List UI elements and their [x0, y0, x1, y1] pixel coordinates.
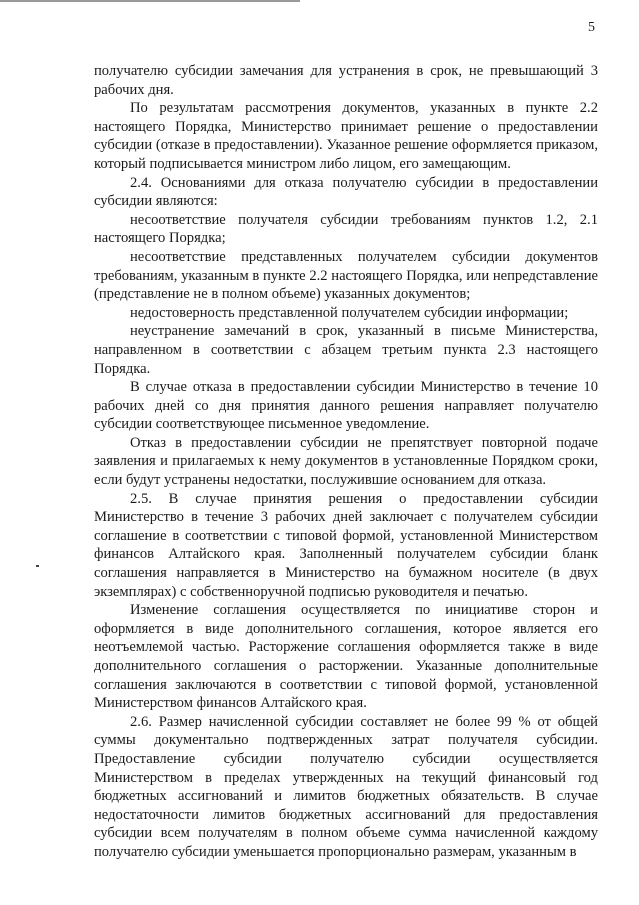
list-item: неустранение замечаний в срок, указанный в письме Министерства, направленном в соответствии с абзацем третьим пункта 2.3 настоящего Порядка.	[94, 323, 598, 377]
top-rule	[0, 0, 300, 2]
paragraph: В случае отказа в предоставлении субсидии Министерство в течение 10 рабочих дней со дня принятия данного решения направляет получателю субсидии соответствующее письменное уведомление.	[94, 379, 598, 433]
paragraph: Изменение соглашения осуществляется по инициативе сторон и оформляется в виде дополнительного соглашения, которое является его неотъемлемой частью. Расторжение соглашения оформляется также в виде дополнительного соглашения о расторжении. Указанные дополнительные соглашения заключаются в соответствии с типовой формой, установленной Министерством финансов Алтайского края.	[94, 602, 598, 712]
margin-mark	[36, 565, 39, 567]
paragraph: По результатам рассмотрения документов, указанных в пункте 2.2 настоящего Порядка, Министерство принимает решение о предоставлении субсидии (отказе в предоставлении). Указанное решение оформляется приказом, который подписывается министром либо лицом, его замещающим.	[94, 100, 598, 172]
paragraph: 2.6. Размер начисленной субсидии составляет не более 99 % от общей суммы документально подтвержденных затрат получателя субсидии. Предоставление субсидии получателю субсидии осуществляется Министерством в пределах утвержденных на текущий финансовый год бюджетных ассигнований и лимитов бюджетных обязательств. В случае недостаточности лимитов бюджетных ассигнований для предоставления субсидии всем получателям в полном объеме сумма начисленной каждому получателю субсидии уменьшается пропорционально размерам, указанным в	[94, 713, 598, 860]
paragraph: 2.5. В случае принятия решения о предоставлении субсидии Министерство в течение 3 рабочих дней заключает с получателем субсидии соглашение в соответствии с типовой формой, установленной Министерством финансов Алтайского края. Заполненный получателем субсидии бланк соглашения направляется в Министерство на бумажном носителе (в двух экземплярах) с собственноручной подписью руководителя и печатью.	[94, 490, 598, 600]
list-item: недостоверность представленной получателем субсидии информации;	[130, 304, 569, 321]
paragraph: Отказ в предоставлении субсидии не препятствует повторной подаче заявления и прилагаемых к нему документов в установленные Порядком сроки, если будут устранены недостатки, послужившие основанием для отказа.	[94, 434, 598, 489]
paragraph: получателю субсидии замечания для устранения в срок, не превышающий 3 рабочих дня.	[94, 63, 598, 98]
paragraph: 2.4. Основаниями для отказа получателю субсидии в предоставлении субсидии являются:	[94, 174, 598, 210]
list-item: несоответствие получателя субсидии требованиям пунктов 1.2, 2.1 настоящего Порядка;	[94, 211, 598, 247]
document-body	[94, 62, 598, 862]
page-number: 5	[588, 20, 595, 35]
list-item: несоответствие представленных получателем субсидии документов требованиям, указанным в пункте 2.2 настоящего Порядка, или непредставление (представление не в полном объеме) указанных документов;	[94, 248, 598, 303]
